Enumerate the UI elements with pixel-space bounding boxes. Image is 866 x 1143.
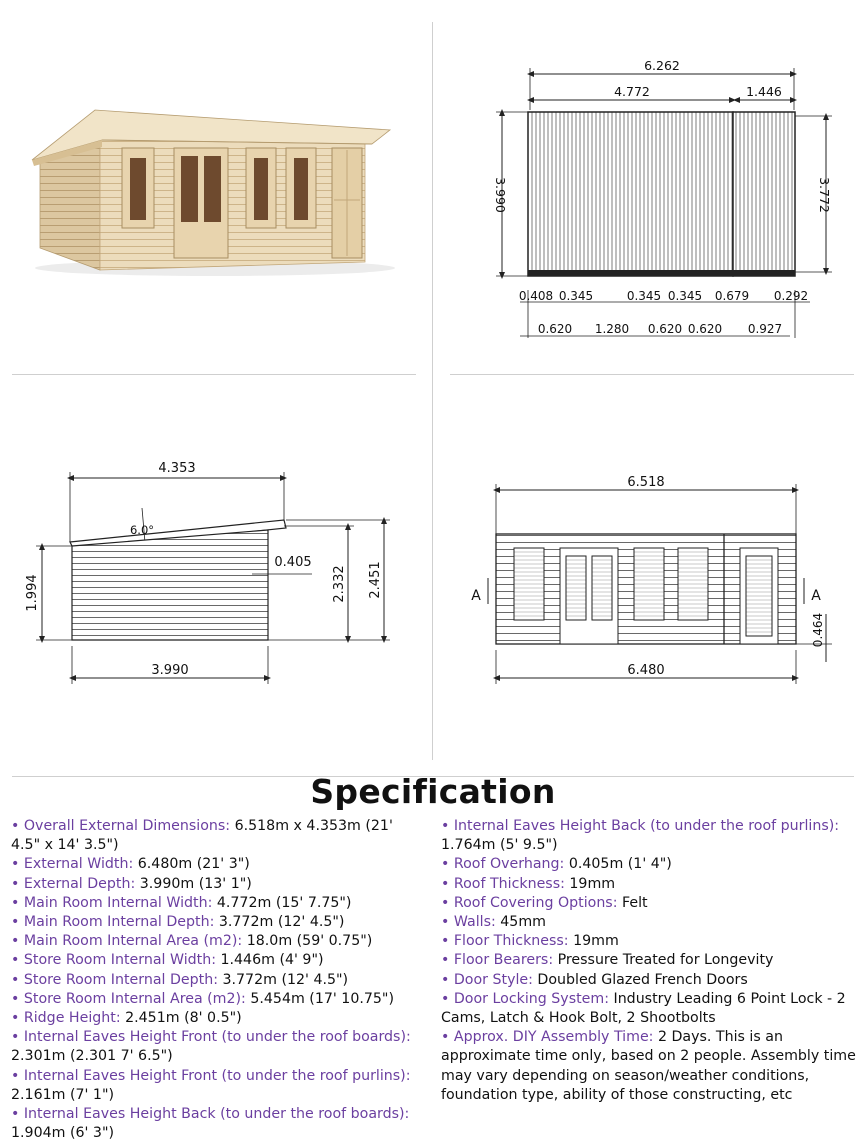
spec-label: • External Depth: [11, 875, 136, 892]
spec-item [441, 855, 861, 874]
plan-row1-5: 0.292 [773, 289, 809, 303]
front-base-width: 6.480 [627, 663, 665, 678]
spec-label: • Floor Thickness: [441, 933, 569, 950]
front-overall-width: 6.518 [627, 475, 665, 490]
spec-item [11, 894, 416, 913]
side-eaves-height: 2.332 [332, 565, 347, 603]
plan-row1-0: 0.408 [518, 289, 554, 303]
spec-label: • Door Style: [441, 971, 533, 988]
spec-item [441, 894, 861, 913]
plan-row2-1: 1.280 [594, 322, 630, 336]
spec-item [11, 951, 416, 970]
spec-item [441, 817, 861, 855]
floor-plan [450, 40, 860, 360]
plan-row2-3: 0.620 [687, 322, 723, 336]
divider-vertical [432, 22, 433, 760]
spec-label: • Main Room Internal Area (m2): [11, 933, 243, 950]
spec-label: • Main Room Internal Width: [11, 894, 213, 911]
front-elevation-drawing [450, 466, 862, 696]
spec-item [11, 1067, 416, 1105]
spec-value: 19mm [568, 933, 619, 950]
spec-value: 1.446m (4' 9") [215, 952, 324, 969]
front-floor-height: 0.464 [811, 612, 825, 648]
spec-item [441, 913, 861, 932]
divider-horizontal-right [450, 374, 854, 375]
spec-value: 3.772m (12' 4.5") [217, 971, 349, 988]
side-wall-height: 1.994 [25, 574, 40, 612]
spec-label: • Store Room Internal Depth: [11, 971, 218, 988]
product-render [10, 100, 400, 280]
spec-item [11, 971, 416, 990]
spec-value: 6.480m (21' 3") [133, 856, 250, 873]
plan-internal-depth: 3.772 [817, 177, 832, 213]
spec-label: • Internal Eaves Height Front (to under the roof boards): [11, 1029, 411, 1046]
spec-value: 3.772m (12' 4.5") [214, 914, 345, 931]
spec-label: • Overall External Dimensions: [11, 818, 231, 834]
side-elevation [12, 450, 416, 690]
spec-label: • Roof Overhang: [441, 856, 565, 873]
plan-main-width: 4.772 [614, 84, 650, 99]
plan-row2-2: 0.620 [647, 322, 683, 336]
spec-item [441, 971, 861, 990]
spec-item [11, 855, 416, 874]
spec-list-left [11, 817, 416, 1143]
spec-value: Pressure Treated for Longevity [553, 952, 774, 969]
spec-label: • Approx. DIY Assembly Time: [441, 1029, 654, 1046]
section-marker-left: A [471, 588, 481, 604]
spec-label: • External Width: [11, 856, 134, 873]
spec-label: • Main Room Internal Depth: [11, 914, 215, 931]
spec-value: 1.764m (5' 9.5") [441, 837, 558, 854]
divider-horizontal-left [12, 374, 416, 375]
spec-value: Doubled Glazed French Doors [532, 971, 748, 988]
spec-item [11, 932, 416, 951]
side-overhang: 0.405 [274, 555, 312, 570]
spec-item [11, 1105, 416, 1143]
spec-label: • Floor Bearers: [441, 952, 554, 969]
spec-value: 2.161m (7' 1") [11, 1086, 115, 1103]
spec-item [11, 1028, 416, 1066]
spec-label: • Roof Covering Options: [441, 894, 618, 911]
spec-list-right [441, 817, 861, 1105]
spec-value: 2 Days. This is an approximate time only, based on 2 people. Assembly time may vary depending on season/weather conditions, foundation type, ability of those constructing, etc [441, 1029, 856, 1103]
spec-value: 19mm [564, 875, 616, 892]
spec-label: • Ridge Height: [11, 1010, 121, 1027]
spec-value: 0.405m (1' 4") [564, 856, 672, 873]
spec-item [11, 990, 416, 1009]
spec-label: • Roof Thickness: [441, 875, 565, 892]
spec-item [441, 932, 861, 951]
spec-item [11, 875, 416, 894]
section-marker-right: A [811, 588, 821, 604]
spec-value: 1.904m (6' 3") [11, 1125, 115, 1142]
spec-value: 3.990m (13' 1") [135, 875, 252, 892]
plan-row2-0: 0.620 [537, 322, 573, 336]
front-elevation [450, 466, 862, 696]
spec-item [441, 1028, 861, 1105]
spec-item [441, 951, 861, 970]
plan-overall-depth: 3.990 [493, 177, 508, 213]
spec-value: 2.301m (2.301 7' 6.5") [11, 1048, 173, 1065]
spec-value: Industry Leading 6 Point Lock - 2 Cams, Latch & Hook Bolt, 2 Shootbolts [441, 990, 846, 1027]
side-elevation-drawing [12, 450, 416, 690]
plan-store-room [733, 112, 795, 276]
side-wall [72, 530, 268, 640]
spec-value: 18.0m (59' 0.75") [242, 933, 373, 950]
spec-value: 6.518m x 4.353m (21' 4.5" x 14' 3.5") [11, 818, 393, 854]
spec-title: Specification [310, 772, 556, 811]
side-roof-angle: 6.0° [129, 523, 155, 537]
cabin-illustration [10, 100, 400, 280]
plan-row1-1: 0.345 [558, 289, 594, 303]
plan-row1-2: 0.345 [626, 289, 662, 303]
plan-row1-4: 0.679 [714, 289, 750, 303]
spec-label: • Store Room Internal Area (m2): [11, 990, 246, 1007]
spec-value: 45mm [495, 914, 546, 931]
spec-label: • Door Locking System: [441, 990, 609, 1007]
spec-item [441, 875, 861, 894]
spec-label: • Internal Eaves Height Back (to under the roof boards): [11, 1106, 410, 1123]
spec-label: • Internal Eaves Height Front (to under the roof purlins): [11, 1067, 411, 1084]
plan-row2-4: 0.927 [747, 322, 783, 336]
side-ridge-height: 2.451 [368, 561, 383, 599]
floor-plan-drawing [450, 40, 860, 360]
plan-row1-3: 0.345 [667, 289, 703, 303]
side-base-width: 3.990 [151, 663, 189, 678]
plan-main-room [528, 112, 733, 276]
spec-label: • Store Room Internal Width: [11, 952, 216, 969]
spec-value: Felt [617, 894, 648, 911]
spec-label: • Internal Eaves Height Back (to under the roof purlins): [441, 818, 840, 834]
plan-store-width: 1.446 [746, 84, 782, 99]
spec-value: 4.772m (15' 7.75") [212, 894, 352, 911]
spec-value: 5.454m (17' 10.75") [245, 990, 394, 1007]
spec-item [11, 913, 416, 932]
side-roof-width: 4.353 [158, 461, 196, 476]
spec-item [441, 990, 861, 1028]
spec-label: • Walls: [441, 914, 496, 931]
plan-overall-width: 6.262 [644, 58, 680, 73]
spec-value: 2.451m (8' 0.5") [120, 1010, 242, 1027]
spec-item [11, 817, 416, 855]
spec-item [11, 1009, 416, 1028]
